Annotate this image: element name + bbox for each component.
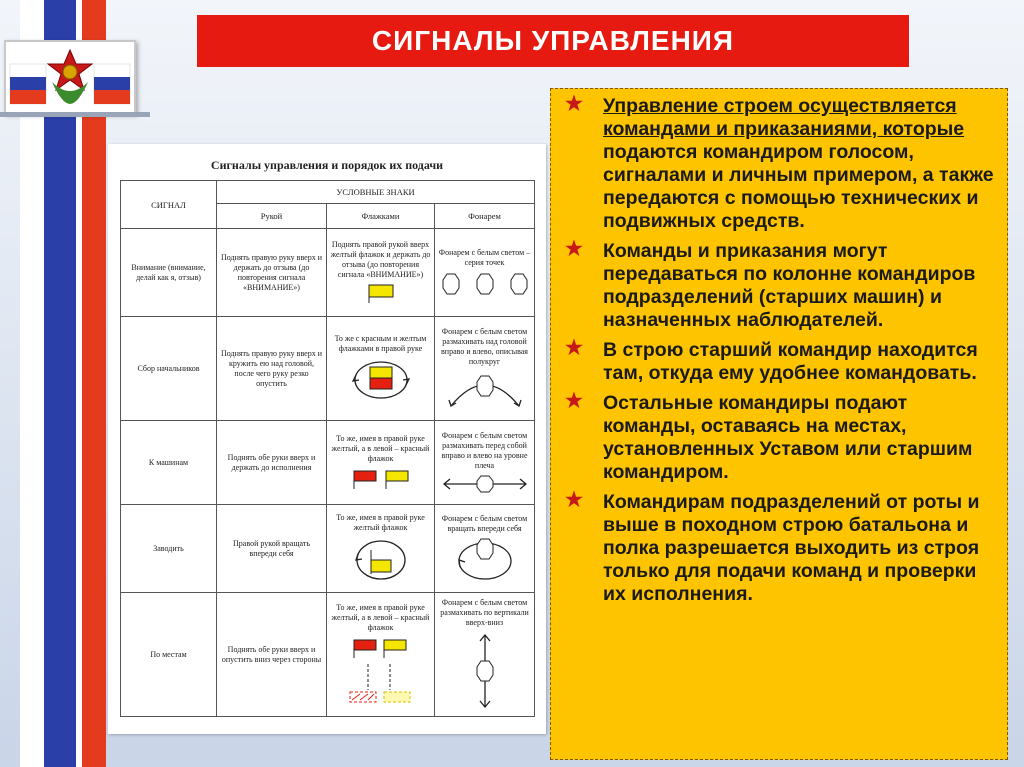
two-flags-icon xyxy=(346,467,416,491)
lantern-cell xyxy=(435,229,535,317)
emblem-icon xyxy=(6,42,134,112)
lantern-rotate-icon xyxy=(453,537,517,583)
lantern-text: Фонарем с белым светом размахивать по вертикали вверх-вниз xyxy=(440,598,529,627)
bullet-text: подаются командиром голосом, сигналами и личным примером, а также передаются с помощью технических и подвижных средств. xyxy=(603,141,994,232)
header-divider xyxy=(0,112,150,117)
hand-cell: Поднять обе руки вверх и опустить вниз через стороны xyxy=(217,593,327,717)
signal-cell: По местам xyxy=(121,593,217,717)
list-item xyxy=(561,491,1001,606)
lantern-horizontal-icon xyxy=(440,474,530,494)
header-hand: Рукой xyxy=(217,204,327,229)
flags-cell xyxy=(327,421,435,505)
star-icon: ★ xyxy=(565,93,583,115)
list-item xyxy=(561,339,1001,385)
table-header-row xyxy=(121,181,535,204)
list-item xyxy=(561,240,1001,332)
hand-cell: Поднять правую руку вверх и держать до отзыва (до повторения сигнала «ВНИМАНИЕ») xyxy=(217,229,327,317)
signals-table-panel xyxy=(108,144,546,734)
bullet-text: Остальные командиры подают команды, оставаясь на местах, установленных Уставом или старшим командиром. xyxy=(603,392,973,483)
flags-text: То же с красным и желтым флажками в правой руке xyxy=(334,334,427,353)
table-row xyxy=(121,505,535,593)
table-row xyxy=(121,421,535,505)
lantern-text: Фонарем с белым светом размахивать перед собой вправо и влево на уровне плеча xyxy=(441,431,528,470)
lantern-text: Фонарем с белым светом вращать впереди себя xyxy=(441,514,528,533)
table-caption: Сигналы управления и порядок их подачи xyxy=(210,158,444,172)
hand-cell: Поднять обе руки вверх и держать до исполнения xyxy=(217,421,327,505)
flags-up-down-icon xyxy=(346,636,416,706)
header-lantern: Фонарем xyxy=(435,204,535,229)
table-row xyxy=(121,593,535,717)
header-conventional-signs: УСЛОВНЫЕ ЗНАКИ xyxy=(217,181,535,204)
rules-list xyxy=(561,95,1001,613)
flags-text: Поднять правой рукой вверх желтый флажок и держать до отзыва (до повторения сигнала «ВНИМАНИЕ») xyxy=(330,240,431,279)
bullet-text: В строю старший командир находится там, откуда ему удобнее командовать. xyxy=(603,339,978,384)
star-icon: ★ xyxy=(565,337,583,359)
star-icon: ★ xyxy=(565,238,583,260)
flags-text: То же, имея в правой руке желтый, а в левой – красный флажок xyxy=(331,434,430,463)
hand-cell: Правой рукой вращать впереди себя xyxy=(217,505,327,593)
flags-text: То же, имея в правой руке желтый, а в левой – красный флажок xyxy=(331,603,430,632)
hand-cell: Поднять правую руку вверх и кружить ею над головой, после чего руку резко опустить xyxy=(217,317,327,421)
rotating-flag-icon xyxy=(349,536,413,584)
flags-cell xyxy=(327,229,435,317)
page-title: СИГНАЛЫ УПРАВЛЕНИЯ xyxy=(371,25,735,56)
list-item xyxy=(561,392,1001,484)
bullet-text: Командирам подразделений от роты и выше в походном строю батальона и полка разрешается выходить из строя только для подачи команд и проверки их исполнения. xyxy=(603,491,980,605)
flags-cell xyxy=(327,505,435,593)
lantern-vertical-icon xyxy=(465,631,505,711)
star-icon: ★ xyxy=(565,390,583,412)
circling-flags-icon xyxy=(346,357,416,403)
lantern-cell xyxy=(435,317,535,421)
bullet-text: Команды и приказания могут передаваться по колонне командиров подразделений (старших машин) и назначенных наблюдателей. xyxy=(603,240,976,331)
star-icon: ★ xyxy=(565,489,583,511)
signal-cell: К машинам xyxy=(121,421,217,505)
lantern-text: Фонарем с белым светом размахивать над головой вправо и влево, описывая полукруг xyxy=(441,327,528,366)
lantern-arc-icon xyxy=(443,370,527,410)
signal-cell: Заводить xyxy=(121,505,217,593)
lantern-cell xyxy=(435,505,535,593)
bullet-underlined-text: Управление строем осуществляется командами и приказаниями, которые xyxy=(603,95,965,140)
list-item xyxy=(561,95,1001,233)
flags-cell xyxy=(327,317,435,421)
signal-cell: Внимание (внимание, делай как я, отзыв) xyxy=(121,229,217,317)
flags-text: То же, имея в правой руке желтый флажок xyxy=(336,513,425,532)
flags-cell xyxy=(327,593,435,717)
header-flags: Флажками xyxy=(327,204,435,229)
lantern-cell xyxy=(435,593,535,717)
title-banner xyxy=(197,15,909,67)
lantern-text: Фонарем с белым светом – серия точек xyxy=(438,248,531,267)
lantern-cell xyxy=(435,421,535,505)
emblem xyxy=(4,40,136,114)
light-dots-icon xyxy=(437,271,533,297)
yellow-flag-icon xyxy=(361,283,401,305)
table-row xyxy=(121,229,535,317)
table-row xyxy=(121,317,535,421)
header-signal: СИГНАЛ xyxy=(121,181,217,229)
rules-panel xyxy=(550,88,1008,760)
signal-cell: Сбор начальников xyxy=(121,317,217,421)
signals-table xyxy=(120,180,535,717)
